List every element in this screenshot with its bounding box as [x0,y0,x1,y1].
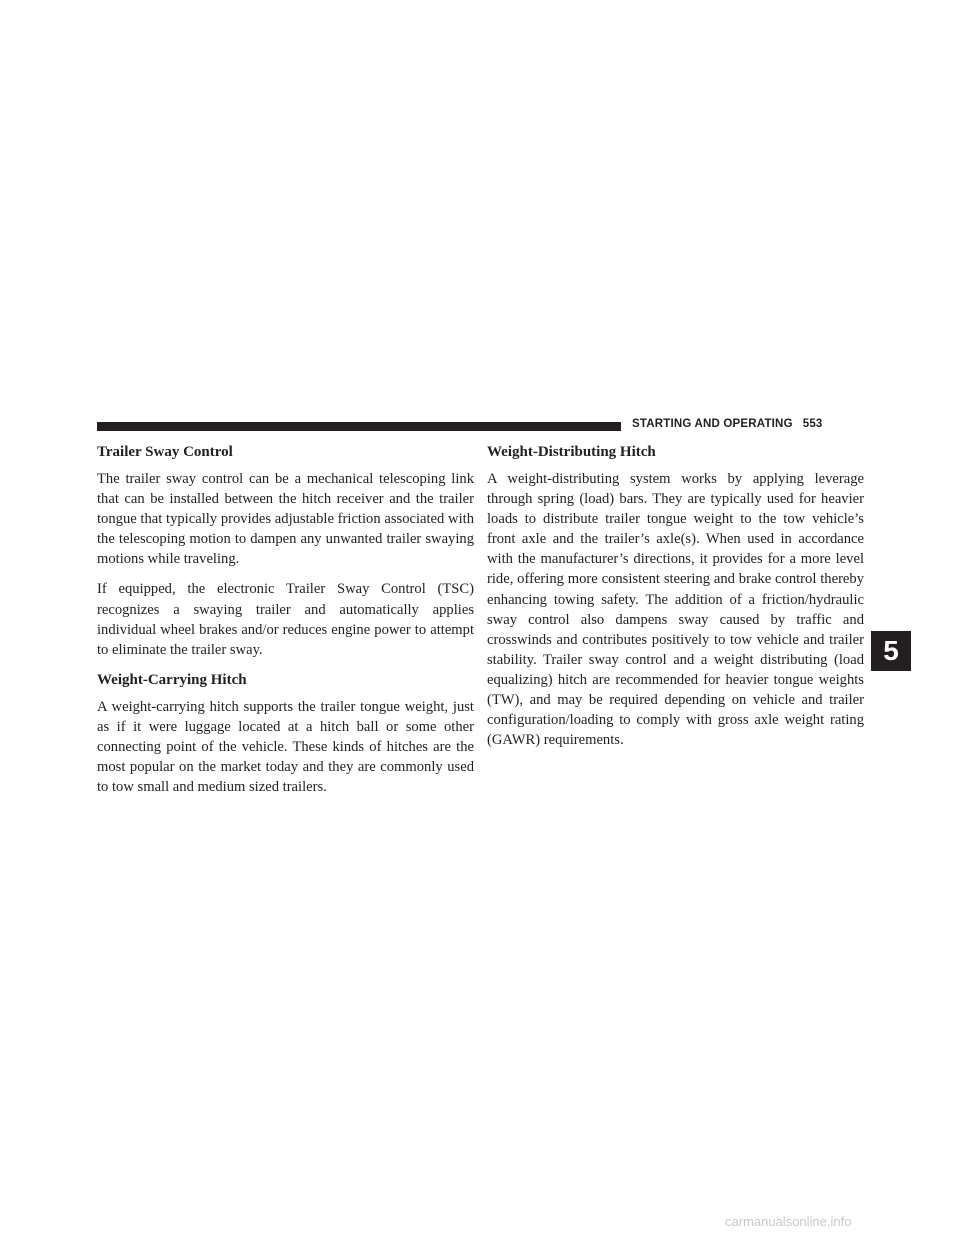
paragraph: The trailer sway control can be a mechanical telescoping link that can be installed between the hitch receiver and the trailer tongue that typically provides adjustable friction associated with the telescoping motion to dampen any unwanted trailer swaying motions while traveling. [97,471,474,568]
chapter-tab: 5 [871,631,911,671]
right-column [487,442,864,760]
paragraph: A weight-distributing system works by applying leverage through spring (load) bars. They are typically used for heavier loads to distribute trailer tongue weight to the tow vehicle’s front axle and the trailer’s axle(s). When used in accordance with the manufacturer’s directions, it provides for a more level ride, offering more consistent steering and brake control thereby enhancing towing safety. The addition of a friction/hydraulic sway control also dampens sway caused by traffic and crosswinds and contributes positively to tow vehicle and trailer stability. Trailer sway control and a weight distributing (load equalizing) hitch are recommended for heavier tongue weights (TW), and may be required depending on vehicle and trailer configuration/loading to comply with gross axle weight rating (GAWR) requirements. [487,471,864,749]
heading-trailer-sway-control: Trailer Sway Control [97,444,233,460]
heading-weight-distributing-hitch: Weight-Distributing Hitch [487,444,656,460]
section-title: STARTING AND OPERATING [632,418,793,430]
watermark: carmanualsonline.info [725,1214,852,1229]
paragraph: A weight-carrying hitch supports the trailer tongue weight, just as if it were luggage located at a hitch ball or some other connecting point of the vehicle. These kinds of hitches are the most popular on the market today and they are commonly used to tow small and medium sized trailers. [97,698,474,796]
left-column [97,442,474,807]
page-number: 553 [802,418,823,430]
paragraph: If equipped, the electronic Trailer Sway Control (TSC) recognizes a swaying trailer and automatically applies individual wheel brakes and/or reduces engine power to attempt to eliminate the trailer sway. [97,581,474,658]
running-header [632,418,862,436]
heading-weight-carrying-hitch: Weight-Carrying Hitch [97,671,247,688]
header-rule [97,422,621,431]
